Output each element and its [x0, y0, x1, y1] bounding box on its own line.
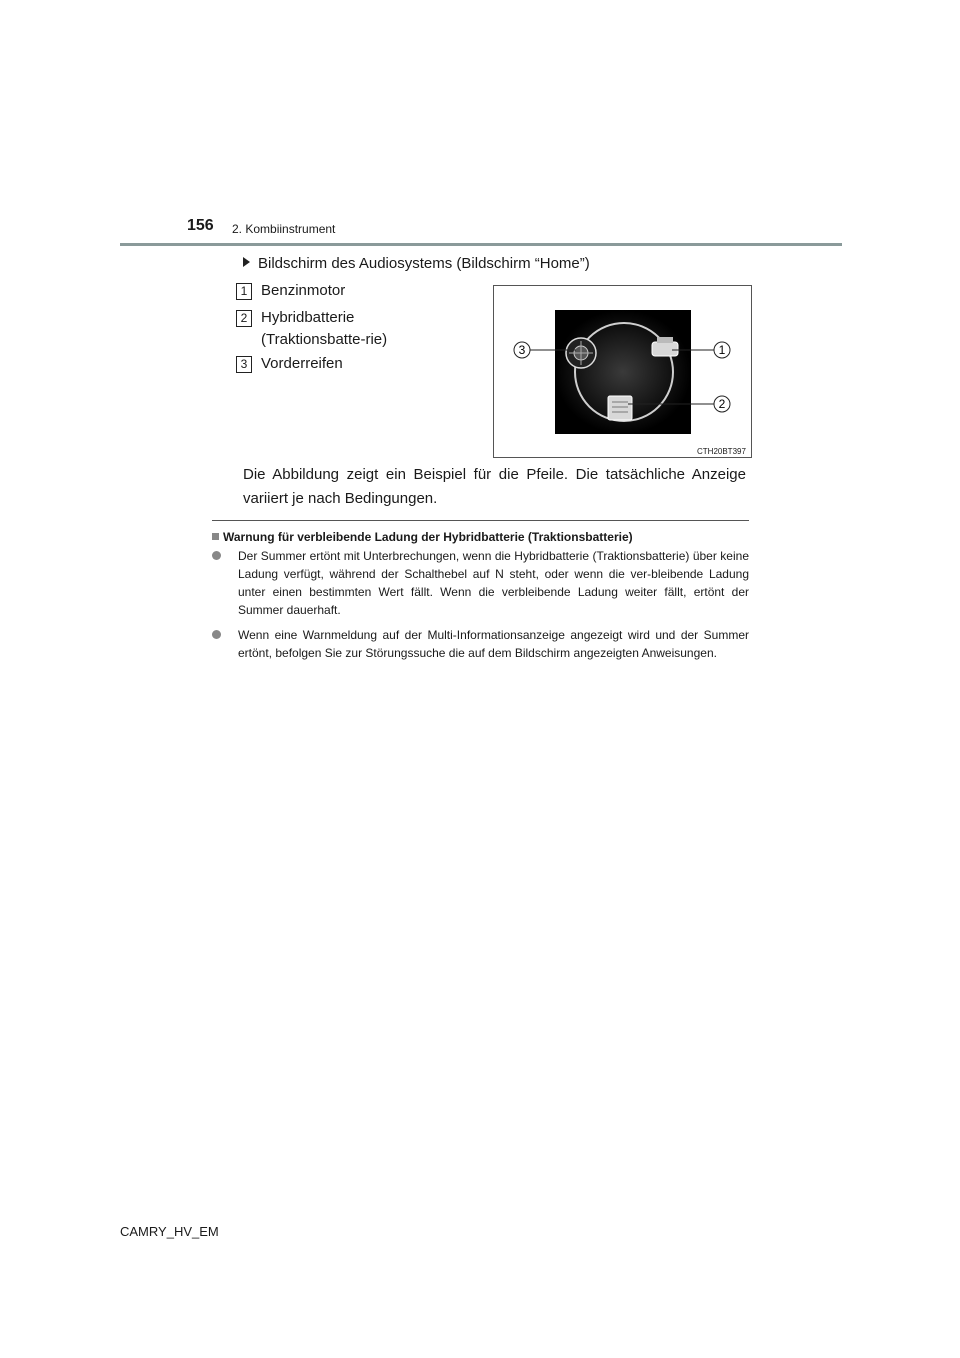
legend-label: Benzinmotor: [261, 282, 346, 299]
square-bullet-icon: [212, 533, 219, 540]
header-rule: [120, 243, 842, 246]
footer-code: CAMRY_HV_EM: [120, 1224, 219, 1239]
intro-text: Bildschirm des Audiosystems (Bildschirm “Home”): [258, 255, 590, 272]
warning-heading-text: Warnung für verbleibende Ladung der Hybridbatterie (Traktionsbatterie): [223, 530, 633, 544]
bullet-text: Wenn eine Warnmeldung auf der Multi-Informationsanzeige angezeigt wird und der Summer ertönt, befolgen Sie zur Störungssuche die auf dem Bildschirm angezeigten Anweisungen.: [238, 628, 749, 660]
arrow-right-icon: [243, 257, 250, 267]
callout-label-1: 1: [718, 343, 726, 357]
warning-heading: [212, 530, 633, 544]
energy-flow-figure: [493, 285, 752, 458]
intro-line: [243, 255, 590, 272]
page-number: 156: [187, 217, 214, 234]
warning-bullet-1: [212, 547, 749, 623]
section-divider: [212, 520, 749, 521]
callout-label-2: 2: [718, 397, 726, 411]
figure-note: Die Abbildung zeigt ein Beispiel für die Pfeile. Die tatsächliche Anzeige variiert je nach Bedingungen.: [243, 466, 746, 507]
legend-label: Vorderreifen: [261, 355, 343, 372]
callout-label-3: 3: [518, 343, 526, 357]
battery-icon: [608, 396, 632, 420]
circle-bullet-icon: [212, 630, 221, 639]
section-title: 2. Kombiinstrument: [232, 222, 336, 236]
bullet-text: Der Summer ertönt mit Unterbrechungen, wenn die Hybridbatterie (Traktionsbatterie) über keine Ladung verfügt, während der Schalthebel auf N steht, oder wenn die ver-bleibende Ladung unter einen bestimmten Wert fällt. Wenn die verbleibende Ladung weiter fällt, ertönt der Summer dauerhaft.: [238, 549, 749, 617]
tire-icon: [566, 338, 596, 368]
circle-bullet-icon: [212, 551, 221, 560]
warning-bullet-2: [212, 626, 749, 682]
legend-number: 3: [236, 356, 252, 373]
legend-label: Hybridbatterie (Traktionsbatte-rie): [261, 309, 388, 348]
legend-number: 1: [236, 283, 252, 300]
figure-code: CTH20BT397: [697, 447, 746, 456]
energy-flow-illustration: [494, 286, 751, 457]
legend-number: 2: [236, 310, 252, 327]
